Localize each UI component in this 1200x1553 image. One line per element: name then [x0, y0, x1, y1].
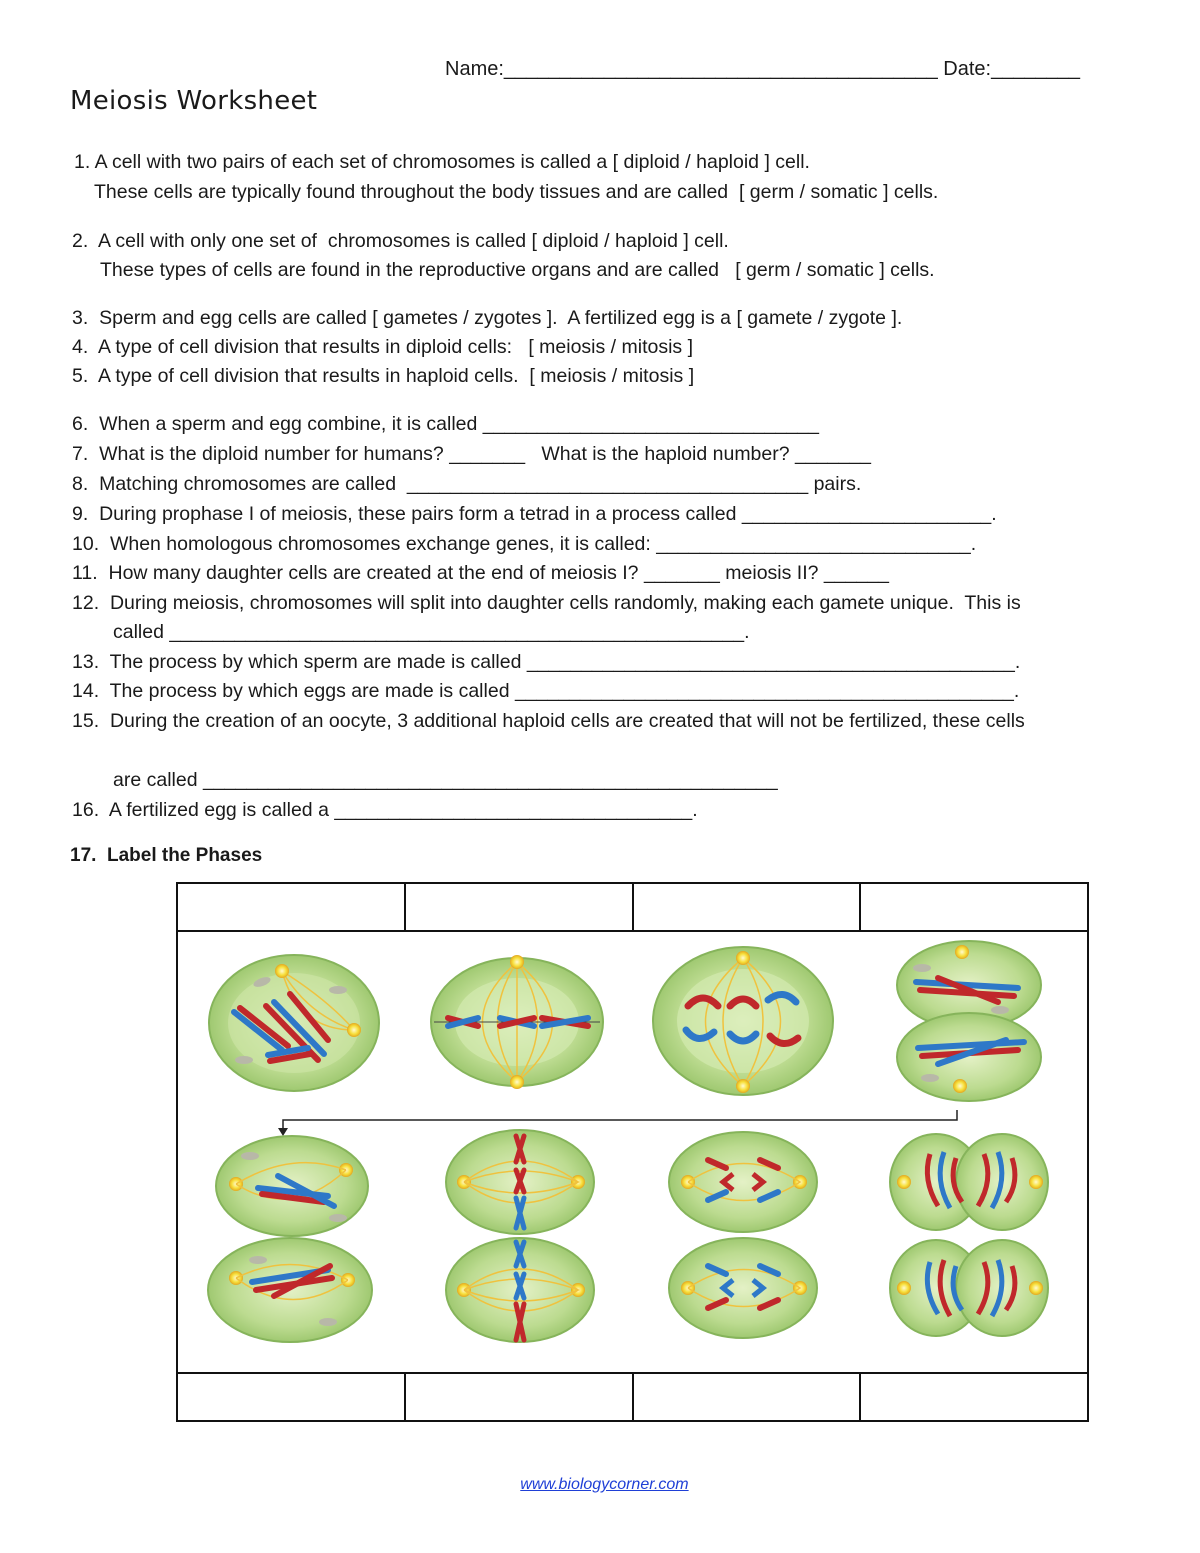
- cell-metaphase-2: [446, 1130, 594, 1342]
- progression-arrow: [278, 1110, 957, 1136]
- bottom-label-row: [178, 1372, 1087, 1420]
- page-title: Meiosis Worksheet: [70, 86, 318, 116]
- label-blank-4[interactable]: [861, 884, 1087, 930]
- question-5: 5. A type of cell division that results in haploid cells. [ meiosis / mitosis ]: [72, 365, 695, 387]
- question-2: 2. A cell with only one set of chromosomes is called [ diploid / haploid ] cell.: [72, 230, 729, 252]
- question-15-continuation: are called _____________________________________________________: [113, 769, 778, 791]
- question-4: 4. A type of cell division that results in diploid cells: [ meiosis / mitosis ]: [72, 336, 694, 358]
- label-blank-7[interactable]: [634, 1374, 862, 1420]
- biologycorner-link[interactable]: www.biologycorner.com: [520, 1476, 689, 1493]
- question-14: 14. The process by which eggs are made is called ______________________________________________.: [72, 680, 1020, 702]
- cell-telophase-1: [897, 941, 1041, 1101]
- question-12-continuation: called _____________________________________________________.: [113, 621, 750, 643]
- question-16: 16. A fertilized egg is called a _________________________________.: [72, 799, 698, 821]
- question-11: 11. How many daughter cells are created at the end of meiosis I? _______ meiosis II? ______: [72, 562, 889, 584]
- section-17-heading: 17. Label the Phases: [70, 845, 263, 866]
- question-8: 8. Matching chromosomes are called _____________________________________ pairs.: [72, 473, 862, 495]
- question-13: 13. The process by which sperm are made is called _____________________________________________.: [72, 651, 1021, 673]
- cell-anaphase-2: [669, 1132, 817, 1338]
- cell-prophase-1: [209, 955, 379, 1091]
- question-15: 15. During the creation of an oocyte, 3 additional haploid cells are created that will not be fertilized, these cells: [72, 710, 1025, 732]
- top-label-row: [178, 884, 1087, 932]
- label-blank-2[interactable]: [406, 884, 634, 930]
- question-12: 12. During meiosis, chromosomes will split into daughter cells randomly, making each gamete unique. This is: [72, 592, 1021, 614]
- footer-link-container: [0, 1458, 1200, 1494]
- name-date-line: Name:_______________________________________ Date:________: [445, 58, 1081, 80]
- label-blank-3[interactable]: [634, 884, 862, 930]
- question-10: 10. When homologous chromosomes exchange genes, it is called: _____________________________.: [72, 533, 977, 555]
- label-blank-8[interactable]: [861, 1374, 1087, 1420]
- phase-labeling-table: [176, 882, 1089, 1422]
- cell-metaphase-1: [431, 955, 603, 1089]
- meiosis-phases-illustration: [178, 930, 1087, 1376]
- label-blank-1[interactable]: [178, 884, 406, 930]
- question-9: 9. During prophase I of meiosis, these pairs form a tetrad in a process called _______________________.: [72, 503, 997, 525]
- cell-telophase-2: [890, 1134, 1048, 1336]
- question-3: 3. Sperm and egg cells are called [ gametes / zygotes ]. A fertilized egg is a [ gamete / zygote ].: [72, 307, 903, 329]
- question-2-continuation: These types of cells are found in the reproductive organs and are called [ germ / somatic ] cells.: [100, 259, 935, 281]
- question-1-continuation: These cells are typically found throughout the body tissues and are called [ germ / somatic ] cells.: [94, 181, 939, 203]
- question-7: 7. What is the diploid number for humans? _______ What is the haploid number? _______: [72, 443, 871, 465]
- cell-prophase-2: [208, 1136, 372, 1342]
- label-blank-5[interactable]: [178, 1374, 406, 1420]
- question-6: 6. When a sperm and egg combine, it is called _______________________________: [72, 413, 819, 435]
- label-blank-6[interactable]: [406, 1374, 634, 1420]
- question-1: 1. A cell with two pairs of each set of chromosomes is called a [ diploid / haploid ] cell.: [74, 151, 810, 173]
- cell-anaphase-1: [653, 947, 833, 1095]
